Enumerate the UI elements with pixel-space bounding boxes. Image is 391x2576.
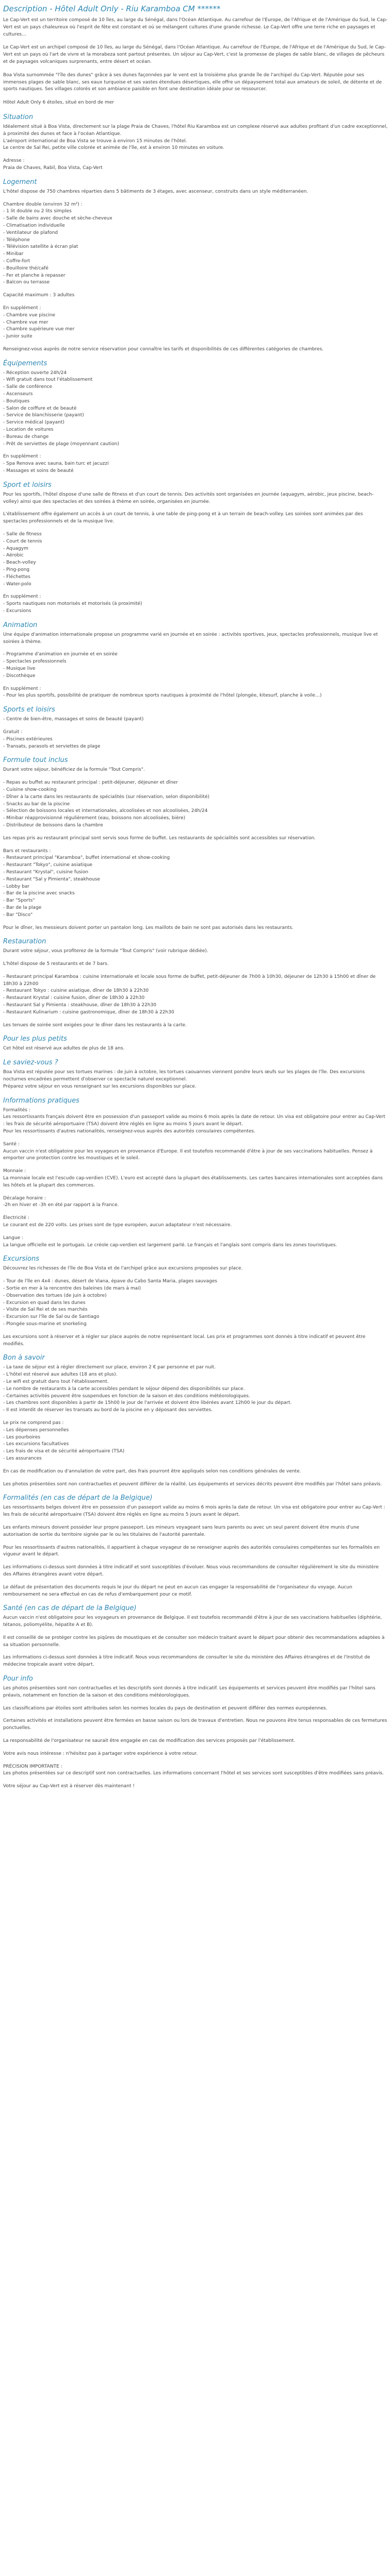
section-paragraph: Électricité : Le courant est de 220 volts. Les prises sont de type européen, aucun adaptateur n'est nécessaire. bbox=[3, 1215, 232, 1228]
section-paragraph: Les tenues de soirée sont exigées pour le dîner dans les restaurants à la carte. bbox=[3, 1022, 187, 1028]
section-paragraph: Les repas pris au restaurant principal sont servis sous forme de buffet. Les restaurants de spécialités sont accessibles sur réservation. bbox=[3, 835, 316, 841]
section bbox=[3, 1674, 388, 1758]
section bbox=[3, 705, 388, 750]
section-paragraph: Idéalement situé à Boa Vista, directement sur la plage Praia de Chaves, l'hôtel Riu Karamboa est un complexe réservé aux adultes profitant d'un cadre exceptionnel, à proximité des dunes et face à l'océan Atlantique. L'aéroport international de Boa Vista se trouve à environ 15 minutes de l'hôtel. Le centre de Sal Rei, petite ville colorée et animée de l'île, est à environ 10 minutes en voiture. bbox=[3, 124, 388, 151]
section bbox=[3, 937, 388, 1029]
section-paragraph: Les excursions sont à réserver et à régler sur place auprès de notre représentant local. Les prix et programmes sont donnés à titre indicatif et peuvent être modifiés. bbox=[3, 1334, 366, 1347]
section bbox=[3, 1035, 388, 1053]
section bbox=[3, 1764, 388, 1790]
section bbox=[3, 1255, 388, 1348]
section-paragraph: Gratuit : - Piscines extérieures - Transats, parasols et serviettes de plage bbox=[3, 729, 101, 749]
section-heading: Excursions bbox=[3, 1255, 39, 1263]
section-paragraph: Hôtel Adult Only 6 étoiles, situé en bord de mer bbox=[3, 100, 114, 106]
section-heading: Formule tout inclus bbox=[3, 756, 68, 765]
section-paragraph: Il est conseillé de se protéger contre les piqûres de moustiques et de consulter son médecin traitant avant le départ pour obtenir des recommandations adaptées à sa situation personnelle. bbox=[3, 1635, 385, 1648]
section-paragraph: Les photos présentées sont non contractuelles et peuvent différer de la réalité. Les équipements et services décrits peuvent être modifiés par l'hôtel sans préavis. bbox=[3, 1481, 382, 1487]
section bbox=[3, 481, 388, 615]
section-paragraph: Boa Vista surnommée "l'île des dunes" grâce à ses dunes façonnées par le vent est la troisième plus grande île de l'archipel du Cap-Vert. Réputée pour ses immenses plages de sable blanc, ses eaux turquoise et ses vastes étendues désertiques, elle offre un dépaysement total aux amateurs de soleil, de détente et de sports nautiques. Ses villages colorés et son ambiance paisible en font une destination idéale pour se ressourcer. bbox=[3, 72, 382, 92]
section-paragraph: Pour les ressortissants d'autres nationalités, il appartient à chaque voyageur de se renseigner auprès des autorités consulaires compétentes sur les formalités en vigueur avant le départ. bbox=[3, 1545, 380, 1557]
section-paragraph: - Programme d'animation en journée et en soirée - Spectacles professionnels - Musique live - Discothèque bbox=[3, 652, 118, 679]
section-paragraph: L'établissement offre également un accès à un court de tennis, à une table de ping-pong et à un terrain de beach-volley. Les soirées sont animées par des spectacles professionnels et de la musique live. bbox=[3, 512, 363, 524]
section bbox=[3, 621, 388, 700]
section bbox=[3, 1604, 388, 1669]
section-paragraph: Cet hôtel est réservé aux adultes de plus de 18 ans. bbox=[3, 1046, 125, 1052]
section-heading: Formalités (en cas de départ de la Belgique) bbox=[3, 1494, 153, 1502]
section-paragraph: Les photos présentées sont non contractuelles et les descriptifs sont donnés à titre indicatif. Les équipements et services peuvent être modifiés par l'hôtel sans préavis, notamment en fonction de la saison et des conditions météorologiques. bbox=[3, 1686, 376, 1698]
section-paragraph: Durant votre séjour, vous profiterez de la formule "Tout Compris" (voir rubrique dédiée). bbox=[3, 948, 208, 954]
section-paragraph: - Salle de fitness - Court de tennis - Aquagym - Aérobic - Beach-volley - Ping-pong - Fléchettes - Water-polo bbox=[3, 532, 42, 587]
section-heading: Informations pratiques bbox=[3, 1096, 79, 1105]
section-paragraph: Durant votre séjour, bénéficiez de la formule "Tout Compris". bbox=[3, 767, 145, 773]
section-paragraph: Capacité maximum : 3 adultes bbox=[3, 293, 75, 298]
section-paragraph: Une équipe d'animation internationale propose un programme varié en journée et en soirée : activités sportives, jeux, spectacles professionnels, musique live et soirées à thème. bbox=[3, 632, 378, 645]
section-paragraph: En supplément : - Spa Renova avec sauna, bain turc et jacuzzi - Massages et soins de beauté bbox=[3, 454, 109, 474]
section-paragraph: Monnaie : La monnaie locale est l'escudo cap-verdien (CVE). L'euro est accepté dans la plupart des établissements. Les cartes bancaires internationales sont acceptées dans les hôtels et la plupart des commerces. bbox=[3, 1168, 383, 1188]
section-paragraph: - La taxe de séjour est à régler directement sur place, environ 2 € par personne et par nuit. - L'hôtel est réservé aux adultes (18 ans et plus). - Le wifi est gratuit dans tout l'établissement. - Le nombre de restaurants à la carte accessibles pendant le séjour dépend des disponibilités sur place. - Certaines activités peuvent être suspendues en fonction de la saison et des conditions météorologiques. - Les chambres sont disponibles à partir de 15h00 le jour de l'arrivée et doivent être libérées avant 12h00 le jour du départ. - Il est interdit de réserver les transats au bord de la piscine en y déposant des serviettes. bbox=[3, 1365, 292, 1413]
section-paragraph: Les enfants mineurs doivent posséder leur propre passeport. Les mineurs voyageant sans leurs parents ou avec un seul parent doivent être munis d'une autorisation de sortie du territoire signée par le ou les titulaires de l'autorité parentale. bbox=[3, 1524, 360, 1537]
section-paragraph: Décalage horaire : -2h en hiver et -3h en été par rapport à la France. bbox=[3, 1195, 119, 1208]
section-paragraph: Langue : La langue officielle est le portugais. Le créole cap-verdien est largement parlé. Le français et l'anglais sont compris dans les zones touristiques. bbox=[3, 1235, 337, 1248]
section-heading: Sports et loisirs bbox=[3, 706, 55, 714]
section-paragraph: En cas de modification ou d'annulation de votre part, des frais pourront être appliqués selon nos conditions générales de vente. bbox=[3, 1468, 301, 1474]
section-paragraph: Adresse : Praia de Chaves, Rabil, Boa Vista, Cap-Vert bbox=[3, 158, 103, 171]
section-heading: Bon à savoir bbox=[3, 1354, 45, 1362]
section-paragraph: Pour les sportifs, l'hôtel dispose d'une salle de fitness et d'un court de tennis. Des activités sont organisées en journée (aquagym, aérobic, jeux piscine, beach-volley) ainsi que des spectacles et des soirées à thème en soirée, organisées en journée. bbox=[3, 492, 374, 504]
section-heading: Sport et loisirs bbox=[3, 481, 52, 489]
section-heading: Animation bbox=[3, 621, 38, 629]
section-paragraph: Chambre double (environ 32 m²) : - 1 lit double ou 2 lits simples - Salle de bains avec douche et sèche-cheveux - Climatisation individuelle - Ventilateur de plafond - Téléphone - Télévision satellite à écran plat - Minibar - Coffre-fort - Bouilloire thé/café - Fer et planche à repasser - Balcon ou terrasse bbox=[3, 201, 112, 285]
section-paragraph: Aucun vaccin n'est obligatoire pour les voyageurs en provenance de Belgique. Il est toutefois recommandé d'être à jour de ses vaccinations habituelles (diphtérie, tétanos, poliomyélite, hépatite A et B). bbox=[3, 1615, 382, 1628]
section bbox=[3, 113, 388, 172]
section-paragraph: En supplément : - Pour les plus sportifs, possibilité de pratiquer de nombreux sports nautiques à proximité de l'hôtel (plongée, kitesurf, planche à voile…) bbox=[3, 686, 322, 699]
section-paragraph: Pour le dîner, les messieurs doivent porter un pantalon long. Les maillots de bain ne sont pas autorisés dans les restaurants. bbox=[3, 925, 294, 930]
section-heading: Le saviez-vous ? bbox=[3, 1059, 58, 1067]
section-paragraph: Le Cap-Vert est un archipel composé de 10 îles, au large du Sénégal, dans l'Océan Atlantique. Au carrefour de l'Europe, de l'Afrique et de l'Amérique du Sud, le Cap-Vert est un pays où l'art de vivre et la morabeza sont partout présentes. Un séjour au Cap-Vert, c'est la promesse de plages de sable blanc, de villages de pêcheurs et de paysages volcaniques surprenants, entre désert et océan. bbox=[3, 45, 386, 64]
section bbox=[3, 17, 388, 107]
section-heading: Pour info bbox=[3, 1675, 33, 1683]
section-paragraph: Santé : Aucun vaccin n'est obligatoire pour les voyageurs en provenance d'Europe. Il est toutefois recommandé d'être à jour de ses vaccinations habituelles. Pensez à emporter une protection contre les moustiques et le soleil. bbox=[3, 1141, 373, 1161]
section-heading: Logement bbox=[3, 178, 37, 186]
section bbox=[3, 178, 388, 353]
section-paragraph: En supplément : - Sports nautiques non motorisés et motorisés (à proximité) - Excursions bbox=[3, 594, 142, 614]
section-paragraph: PRÉCISION IMPORTANTE : Les photos présentées sur ce descriptif sont non contractuelles. Les informations concernant l'hôtel et ses services sont susceptibles d'être modifiées sans préavis. bbox=[3, 1764, 384, 1776]
section-paragraph: Votre séjour au Cap-Vert est à réserver dès maintenant ! bbox=[3, 1784, 135, 1789]
section-paragraph: Les informations ci-dessus sont données à titre indicatif et sont susceptibles d'évoluer. Nous vous recommandons de consulter régulièrement le site du ministère des Affaires étrangères avant votre départ. bbox=[3, 1565, 379, 1577]
section-paragraph: Découvrez les richesses de l'île de Boa Vista et de l'archipel grâce aux excursions proposées sur place. bbox=[3, 1266, 243, 1272]
section-paragraph: Le Cap-Vert est un territoire composé de 10 îles, au large du Sénégal, dans l'Océan Atlantique. Au carrefour de l'Europe, de l'Afrique et de l'Amérique du Sud, le Cap-Vert est un pays chaleureux où l'esprit de fête est constant et où se mélangent cultures d'une grande richesse. Le Cap-Vert offre une terre riche en paysages et cultures… bbox=[3, 18, 388, 37]
section bbox=[3, 1096, 388, 1249]
section-paragraph: L'hôtel dispose de 750 chambres réparties dans 5 bâtiments de 3 étages, avec ascenseur, construits dans un style méditerranéen. bbox=[3, 189, 308, 194]
section-paragraph: Le défaut de présentation des documents requis le jour du départ ne peut en aucun cas engager la responsabilité de l'organisateur du voyage. Aucun remboursement ne sera effectué en cas de refus d'embarquement pour ce motif. bbox=[3, 1584, 352, 1597]
page-title: Description - Hôtel Adult Only - Riu Karamboa CM ****** bbox=[3, 4, 221, 13]
section bbox=[3, 756, 388, 931]
section-paragraph: Le prix ne comprend pas : - Les dépenses personnelles - Les pourboires - Les excursions facultatives - Les frais de visa et de sécurité aéroportuaire (TSA) - Les assurances bbox=[3, 1420, 125, 1461]
section-paragraph: En supplément : - Chambre vue piscine - Chambre vue mer - Chambre supérieure vue mer - Junior suite bbox=[3, 305, 75, 340]
section bbox=[3, 1494, 388, 1598]
section-paragraph: Les ressortissants belges doivent être en possession d'un passeport valide au moins 6 mois après la date de retour. Un visa est obligatoire pour entrer au Cap-Vert : les frais de sécurité aéroportuaire (TSA) doivent être réglés en ligne au moins 5 jours avant le départ. bbox=[3, 1505, 385, 1518]
section-paragraph: - Centre de bien-être, massages et soins de beauté (payant) bbox=[3, 717, 144, 722]
section-paragraph: Certaines activités et installations peuvent être fermées en basse saison ou lors de travaux d'entretien. Nous ne pouvons être tenus responsables de ces fermetures ponctuelles. bbox=[3, 1718, 387, 1731]
section-paragraph: Bars et restaurants : - Restaurant principal "Karamboa", buffet international et show-cooking - Restaurant "Tokyo", cuisine asiatique - Restaurant "Krystal", cuisine fusion - Restaurant "Sal y Pimienta", steakhouse - Lobby bar - Bar de la piscine avec snacks - Bar "Sports" - Bar de la plage - Bar "Disco" bbox=[3, 848, 170, 918]
section-heading: Équipements bbox=[3, 359, 47, 367]
section-paragraph: Les classifications par étoiles sont attribuées selon les normes locales du pays de destination et peuvent différer des normes européennes. bbox=[3, 1705, 328, 1711]
section-heading: Restauration bbox=[3, 938, 46, 946]
section-paragraph: La responsabilité de l'organisateur ne saurait être engagée en cas de modification des services proposés par l'établissement. bbox=[3, 1738, 296, 1744]
section-heading: Situation bbox=[3, 113, 34, 121]
section-paragraph: - Repas au buffet au restaurant principal : petit-déjeuner, déjeuner et dîner - Cuisine show-cooking - Dîner à la carte dans les restaurants de spécialités (sur réservation, selon disponibilité) - Snacks au bar de la piscine - Sélection de boissons locales et internationales, alcoolisées et non alcoolisées, 24h/24 - Minibar réapprovisionné régulièrement (eau, boissons non alcoolisées, bière) - Distributeur de boissons dans la chambre bbox=[3, 780, 210, 828]
section-paragraph: L'hôtel dispose de 5 restaurants et de 7 bars. bbox=[3, 961, 109, 967]
section-paragraph: - Réception ouverte 24h/24 - Wifi gratuit dans tout l'établissement - Salle de conférence - Ascenseurs - Boutiques - Salon de coiffure et de beauté - Service de blanchisserie (payant) - Service médical (payant) - Location de voitures - Bureau de change - Prêt de serviettes de plage (moyennant caution) bbox=[3, 370, 119, 447]
section-paragraph: Formalités : Les ressortissants français doivent être en possession d'un passeport valide au moins 6 mois après la date de retour. Un visa est obligatoire pour entrer au Cap-Vert : les frais de sécurité aéroportuaire (TSA) doivent être réglés en ligne au moins 5 jours avant le départ. Pour les ressortissants d'autres nationalités, renseignez-vous auprès des autorités consulaires compétentes. bbox=[3, 1107, 385, 1134]
section bbox=[3, 1353, 388, 1488]
section-paragraph: Renseignez-vous auprès de notre service réservation pour connaître les tarifs et disponibilités de ces différentes catégories de chambres. bbox=[3, 346, 324, 352]
section bbox=[3, 1058, 388, 1090]
section-heading: Pour les plus petits bbox=[3, 1035, 67, 1043]
description-content bbox=[3, 17, 388, 1790]
section-paragraph: Boa Vista est réputée pour ses tortues marines : de juin à octobre, les tortues caouannes viennent pondre leurs œufs sur les plages de l'île. Des excursions nocturnes encadrées permettent d'observer ce spectacle naturel exceptionnel. Préparez votre séjour en vous renseignant sur les excursions disponibles sur place. bbox=[3, 1070, 365, 1089]
section-paragraph: - Restaurant principal Karamboa : cuisine internationale et locale sous forme de buffet, petit-déjeuner de 7h00 à 10h30, déjeuner de 12h30 à 15h00 et dîner de 18h30 à 22h00 - Restaurant Tokyo : cuisine asiatique, dîner de 18h30 à 22h30 - Restaurant Krystal : cuisine fusion, dîner de 18h30 à 22h30 - Restaurant Sal y Pimienta : steakhouse, dîner de 18h30 à 22h30 - Restaurant Kulinarium : cuisine gastronomique, dîner de 18h30 à 22h30 bbox=[3, 974, 376, 1015]
section-paragraph: Les informations ci-dessus sont données à titre indicatif. Nous vous recommandons de consulter le site du ministère des Affaires étrangères et de l'Institut de médecine tropicale avant votre départ. bbox=[3, 1655, 370, 1668]
section-paragraph: Votre avis nous intéresse : n'hésitez pas à partager votre expérience à votre retour. bbox=[3, 1751, 198, 1756]
section-paragraph: - Tour de l'île en 4x4 : dunes, désert de Viana, épave du Cabo Santa Maria, plages sauvages - Sortie en mer à la rencontre des baleines (de mars à mai) - Observation des tortues (de juin à octobre) - Excursion en quad dans les dunes - Visite de Sal Rei et de ses marchés - Excursion sur l'île de Sal ou de Santiago - Plongée sous-marine et snorkeling bbox=[3, 1279, 218, 1327]
section-heading: Santé (en cas de départ de la Belgique) bbox=[3, 1604, 137, 1613]
section bbox=[3, 359, 388, 475]
